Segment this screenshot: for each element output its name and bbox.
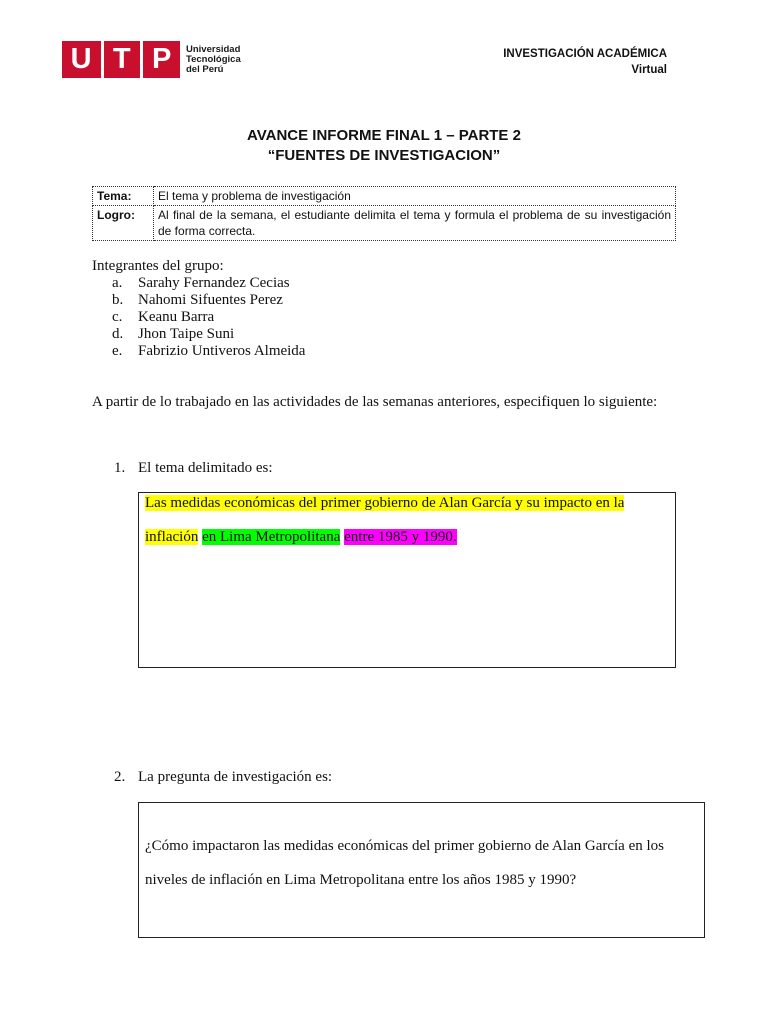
list-item: c. Keanu Barra xyxy=(112,309,215,325)
logro-value: Al final de la semana, el estudiante delimita el tema y formula el problema de su investigación de forma correcta. xyxy=(154,206,676,241)
highlight-yellow: inflación xyxy=(145,529,199,545)
question-answer-text: ¿Cómo impactaron las medidas económicas del primer gobierno de Alan García en los niveles de inflación en Lima Metropolitana entre los años 1985 y 1990? xyxy=(145,838,665,888)
member-name: Nahomi Sifuentes Perez xyxy=(138,292,283,308)
highlight-green: en Lima Metropolitana xyxy=(202,529,341,545)
header-course-name: INVESTIGACIÓN ACADÉMICA xyxy=(503,48,667,60)
list-item: a. Sarahy Fernandez Cecias xyxy=(112,275,290,291)
member-name: Fabrizio Untiveros Almeida xyxy=(138,343,306,359)
utp-logo-mark xyxy=(62,41,180,78)
document-title: AVANCE INFORME FINAL 1 – PARTE 2 xyxy=(247,127,521,144)
tema-value: El tema y problema de investigación xyxy=(154,187,676,206)
question-answer-box[interactable] xyxy=(138,802,705,938)
info-row-logro xyxy=(93,206,676,241)
highlight-yellow: Las medidas económicas del primer gobierno de Alan García y su impacto en la xyxy=(145,495,625,511)
logo-letter-u: U xyxy=(70,43,92,75)
logo-letter-p: P xyxy=(152,43,172,75)
members-heading: Integrantes del grupo: xyxy=(92,258,224,274)
logo-university-name: Universidad Tecnológica del Perú xyxy=(186,43,241,75)
header-modality: Virtual xyxy=(631,64,667,76)
list-item: d. Jhon Taipe Suni xyxy=(112,326,235,342)
topic-answer-text xyxy=(139,486,675,554)
member-name: Jhon Taipe Suni xyxy=(138,326,235,342)
logro-label: Logro: xyxy=(93,206,154,241)
list-item: e. Fabrizio Untiveros Almeida xyxy=(112,343,306,359)
members-list xyxy=(112,275,305,360)
topic-answer-box[interactable] xyxy=(138,492,676,668)
member-name: Sarahy Fernandez Cecias xyxy=(138,275,290,291)
logo-letter-t: T xyxy=(112,43,131,75)
member-name: Keanu Barra xyxy=(138,309,215,325)
instructions-paragraph: A partir de lo trabajado en las actividades de las semanas anteriores, especifiquen lo siguiente: xyxy=(92,394,658,410)
tema-label: Tema: xyxy=(93,187,154,206)
info-row-tema xyxy=(93,187,676,206)
section-1-heading: 1. El tema delimitado es: xyxy=(114,460,273,476)
document-subtitle: “FUENTES DE INVESTIGACION” xyxy=(267,147,501,164)
highlight-magenta: entre 1985 y 1990. xyxy=(344,529,457,545)
header-course-info xyxy=(503,46,667,78)
utp-logo xyxy=(62,41,241,78)
info-table xyxy=(92,186,676,241)
list-item: b. Nahomi Sifuentes Perez xyxy=(112,292,283,308)
section-2-heading: 2. La pregunta de investigación es: xyxy=(114,769,333,785)
